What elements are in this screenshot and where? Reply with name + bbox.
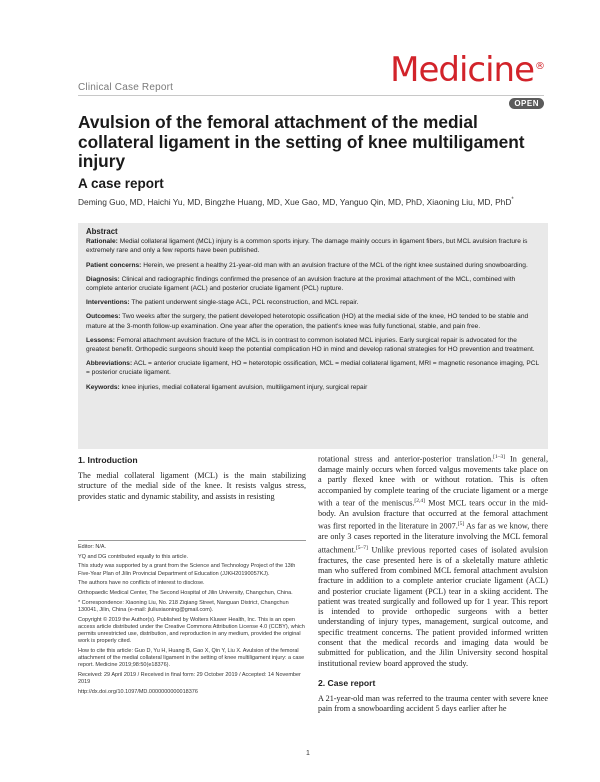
abstract-heading: Abstract [86,227,118,236]
footnote-conflicts: The authors have no conflicts of interest to disclose. [78,580,205,587]
journal-name: Medicine [390,50,534,90]
abstract-label: Diagnosis: [86,275,120,283]
footnote-funding: This study was supported by a grant from the Science and Technology Project of the 13th Five-Year Plan of Jilin Provincial Department of Education (JJKH20190057KJ). [78,563,296,577]
left-column [78,455,306,502]
introduction-text: The medial collateral ligament (MCL) is the main stabilizing structure of the medial side of the knee. It resists valgus stress, provides static and dynamic stability, and assists in resisting [78,471,306,501]
abstract-label: Patient concerns: [86,261,142,269]
article-subtitle: A case report [78,175,164,191]
authors: Deming Guo, MD, Haichi Yu, MD, Bingzhe Huang, MD, Xue Gao, MD, Yanguo Qin, MD, PhD, Xiaoning Liu, MD, PhD [78,196,512,207]
abstract-text: knee injuries, medial collateral ligament avulsion, multiligament injury, surgical repair [121,383,368,391]
citation-ref[interactable]: [2,4] [414,497,425,504]
article-title: Avulsion of the femoral attachment of the medial collateral ligament in the setting of knee multiligament injury [78,112,525,172]
journal-logo [390,50,544,90]
footnote-affiliation: Orthopaedic Medical Center, The Second Hospital of Jilin University, Changchun, China. [78,590,293,597]
abstract-patient-concerns [86,261,542,270]
author-list [78,195,548,209]
text-run: In general, damage mainly occurs when forced valgus movements take place on a partly flexed knee with or without rotation. This is often accompanied by complete tearing of the cruciate ligament or a merge with a tear of the meniscus. [318,454,548,508]
text-run: As far as we know, there are only 3 cases reported in the literature involving the MCL femoral attachment. [318,521,548,555]
abstract-outcomes [86,312,542,330]
abstract-box [78,223,548,449]
citation-ref[interactable]: [1–3] [493,454,506,460]
footnote-contribution: YQ and DG contributed equally to this article. [78,553,189,560]
journal-header [0,0,600,110]
abstract-label: Interventions: [86,299,130,307]
corresponding-mark: * [511,196,514,203]
text-run: Unlike previous reported cases of isolated avulsion fractures, the case presented here is of a skeletally mature athletic man who suffered from combined MCL femoral attachment avulsion fracture in addition to a complete anterior cruciate ligament (ACL) and posterior cruciate ligament (PCL) tear in a skiing accident. The patient was treated surgically and followed up for 1 year. This report is intended to provide orthopedic surgeons with a better understanding of injury types, management, surgical outcome, and specific treatment concerns. The patient provided informed written consent that the medical records and imaging data would be submitted for publication, and the Jilin University second hospital institutional review board approved the study. [318,545,548,668]
abstract-rationale [86,237,542,255]
case-report-heading: 2. Case report [318,677,376,688]
right-column [318,452,548,714]
text-run: Most MCL tears occur in the mid-body. An avulsion fracture that occurred at the femoral attachment was first reported in the literature in 2007. [318,498,548,531]
header-rule [78,95,544,96]
abstract-text: Clinical and radiographic findings confirmed the presence of an avulsion fracture at the proximal attachment of the MCL, combined with complete anterior cruciate ligament (ACL) and posterior cruciate ligament (PCL) rupture. [86,275,516,293]
abstract-diagnosis [86,275,542,293]
abstract-text: Herein, we present a healthy 21-year-old man with an avulsion fracture of the MCL of the right knee sustained during snowboarding. [143,261,528,269]
abstract-text: The patient underwent single-stage ACL, PCL reconstruction, and MCL repair. [131,299,359,307]
abstract-keywords [86,383,542,392]
footnote-dates: Received: 29 April 2019 / Received in final form: 29 October 2019 / Accepted: 14 November 2019 [78,672,301,686]
abstract-label: Rationale: [86,238,118,246]
abstract-text: Two weeks after the surgery, the patient developed heterotopic ossification (HO) at the medial side of the knee, HO tended to be stable and mature at the 3-month follow-up examination. One year after the operation, the patient's knee was fully functional, stable, and pain free. [86,313,529,330]
abstract-label: Abbreviations: [86,360,133,368]
footnote-correspondence: * Correspondence: Xiaoning Liu, No. 218 Ziqiang Street, Nanguan District, Changchun 130041, Jilin, China (e-mail: jluliuxiaoning@gmail.com). [78,599,289,613]
abstract-interventions [86,298,542,307]
abstract-label: Outcomes: [86,313,121,321]
citation-ref[interactable]: [5–7] [355,544,368,551]
abstract-abbreviations [86,359,542,377]
case-report-text: A 21-year-old man was referred to the trauma center with severe knee pain from a snowboarding accident 5 days earlier after he [318,693,548,714]
footnote-citation: How to cite this article: Guo D, Yu H, Huang B, Gao X, Qin Y, Liu X. Avulsion of the femoral attachment of the medial collateral ligament in the setting of knee multiligament injury: a case report. Medicine 2019;98:50(e18376). [78,647,305,669]
abstract-lessons [86,336,542,354]
introduction-heading: 1. Introduction [78,455,138,465]
citation-ref[interactable]: [5] [457,521,465,528]
open-access-badge: OPEN [509,98,544,109]
abstract-text: ACL = anterior cruciate ligament, HO = heterotopic ossification, MCL = medial collateral ligament, MRI = magnetic resonance imaging, PCL = posterior cruciate ligament. [86,360,539,377]
text-run: rotational stress and anterior-posterior translation. [318,454,494,464]
introduction-continued [318,452,548,669]
footnote-editor: Editor: N/A. [78,544,107,550]
abstract-text: Femoral attachment avulsion fracture of the MCL is in contrast to common isolated MCL injuries. Early surgical repair is advocated for the greatest benefit. Orthopedic surgeons should keep the potential complication HO in mind and develop rational strategies for HO prevention and treatment. [86,336,535,354]
footnote-copyright: Copyright © 2019 the Author(s). Published by Wolters Kluwer Health, Inc. This is an open access article distributed under the Creative Commons Attribution License 4.0 (CCBY), which permits unrestricted use, distribution, and reproduction in any medium, provided the original work is properly cited. [78,616,305,645]
section-label: Clinical Case Report [78,82,174,93]
footnotes [78,540,306,699]
title-block [78,113,548,208]
abstract-text: Medial collateral ligament (MCL) injury is a common sports injury. The damage mainly occurs in ligament fibers, but MCL avulsion fracture is extremely rare and only a few reports have been published. [86,238,528,255]
doi-link[interactable]: http://dx.doi.org/10.1097/MD.0000000000018376 [78,688,198,695]
registered-mark: ® [535,60,544,72]
abstract-label: Lessons: [86,336,115,344]
page-number: 1 [306,750,310,757]
abstract-label: Keywords: [86,383,120,391]
